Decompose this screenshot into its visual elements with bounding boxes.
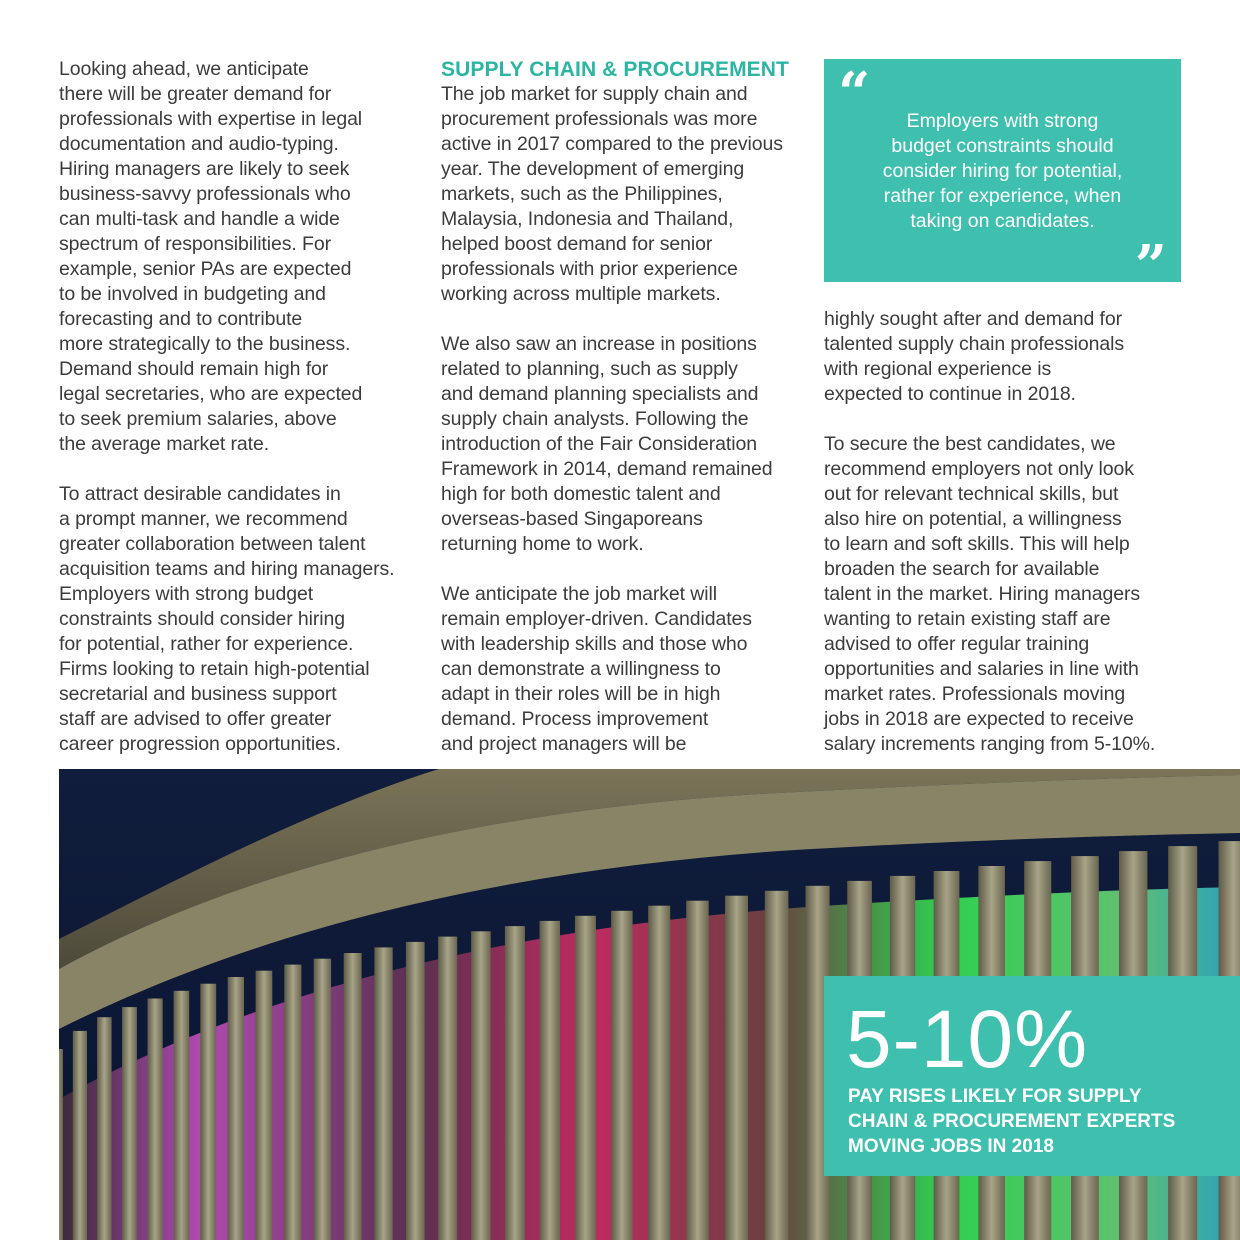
stat-value: 5-10% — [846, 994, 1089, 1085]
facade-fin — [284, 965, 301, 1240]
facade-fin — [406, 942, 425, 1240]
facade-fin — [148, 999, 163, 1240]
column-1-paragraph-2: To attract desirable candidates in a prompt manner, we recommend greater collaboration between talent acquisition teams and hiring managers. Employers with strong budget constraints should consider hiring for potential, rather for experience. Firms looking to retain high-potential secretarial and business support staff are advised to offer greater career progression opportunities. — [59, 483, 395, 755]
facade-fin — [97, 1017, 112, 1240]
facade-fin — [374, 947, 392, 1240]
column-2-paragraph-3: We anticipate the job market will remain employer-driven. Candidates with leadership skills and those who can demonstrate a willingness to adapt in their roles will be in high demand. Process improvement and project managers will be — [441, 583, 752, 755]
stat-caption: PAY RISES LIKELY FOR SUPPLY CHAIN & PROCUREMENT EXPERTS MOVING JOBS IN 2018 — [848, 1086, 1176, 1157]
facade-fin — [314, 959, 331, 1240]
pull-quote — [824, 59, 1181, 299]
facade-fin — [59, 1049, 63, 1240]
facade-fin — [648, 906, 670, 1240]
facade-fin — [438, 937, 457, 1240]
column-2-paragraph-1: The job market for supply chain and procurement professionals was more active in 2017 compared to the previous year. The development of emerging markets, such as the Philippines, Malaysia, Indonesia and Thailand, helped boost demand for senior professionals with prior experience working across multiple markets. — [441, 83, 783, 305]
column-3-paragraph-1: highly sought after and demand for talented supply chain professionals with regional experience is expected to continue in 2018. — [824, 308, 1125, 405]
stat-callout — [824, 976, 1240, 1176]
facade-fin — [228, 977, 244, 1240]
pull-quote-text: Employers with strong budget constraints should consider hiring for potential, rather for experience, when taking on candidates. — [882, 110, 1123, 232]
column-2 — [441, 57, 806, 757]
column-1-paragraph-1: Looking ahead, we anticipate there will be greater demand for professionals with expertise in legal documentation and audio-typing. Hiring managers are likely to seek business-savvy professionals who can multi-task and handle a wide spectrum of responsibilities. For example, senior PAs are expected to be involved in budgeting and forecasting and to contribute more strategically to the business. Demand should remain high for legal secretaries, who are expected to seek premium salaries, above the average market rate. — [59, 58, 363, 455]
facade-fin — [686, 901, 709, 1240]
facade-fin — [471, 931, 491, 1240]
facade-fin — [725, 896, 748, 1240]
facade-fin — [256, 971, 273, 1240]
facade-fin — [575, 916, 596, 1240]
facade-fin — [344, 953, 362, 1240]
column-3-paragraph-2: To secure the best candidates, we recommend employers not only look out for relevant technical skills, but also hire on potential, a willingness to learn and soft skills. This will help broaden the search for available talent in the market. Hiring managers wanting to retain existing staff are advised to offer regular training opportunities and salaries in line with market rates. Professionals moving jobs in 2018 are expected to receive salary increments ranging from 5-10%. — [824, 433, 1156, 755]
open-quote-icon: “ — [838, 60, 871, 126]
facade-fin — [540, 921, 561, 1240]
facade-fin — [200, 984, 216, 1240]
facade-fin — [122, 1007, 137, 1240]
column-3 — [824, 307, 1184, 757]
facade-fin — [73, 1031, 87, 1240]
facade-fin — [765, 891, 789, 1240]
close-quote-icon: ” — [1134, 233, 1167, 299]
facade-fin — [174, 991, 190, 1240]
facade-fin — [505, 926, 525, 1240]
column-2-paragraph-2: We also saw an increase in positions related to planning, such as supply and demand planning specialists and supply chain analysts. Following the introduction of the Fair Consideration Framework in 2014, demand remained high for both domestic talent and overseas-based Singaporeans returning home to work. — [441, 333, 773, 555]
facade-fin — [611, 911, 633, 1240]
section-heading: SUPPLY CHAIN & PROCUREMENT — [441, 58, 789, 81]
column-1 — [59, 57, 419, 757]
